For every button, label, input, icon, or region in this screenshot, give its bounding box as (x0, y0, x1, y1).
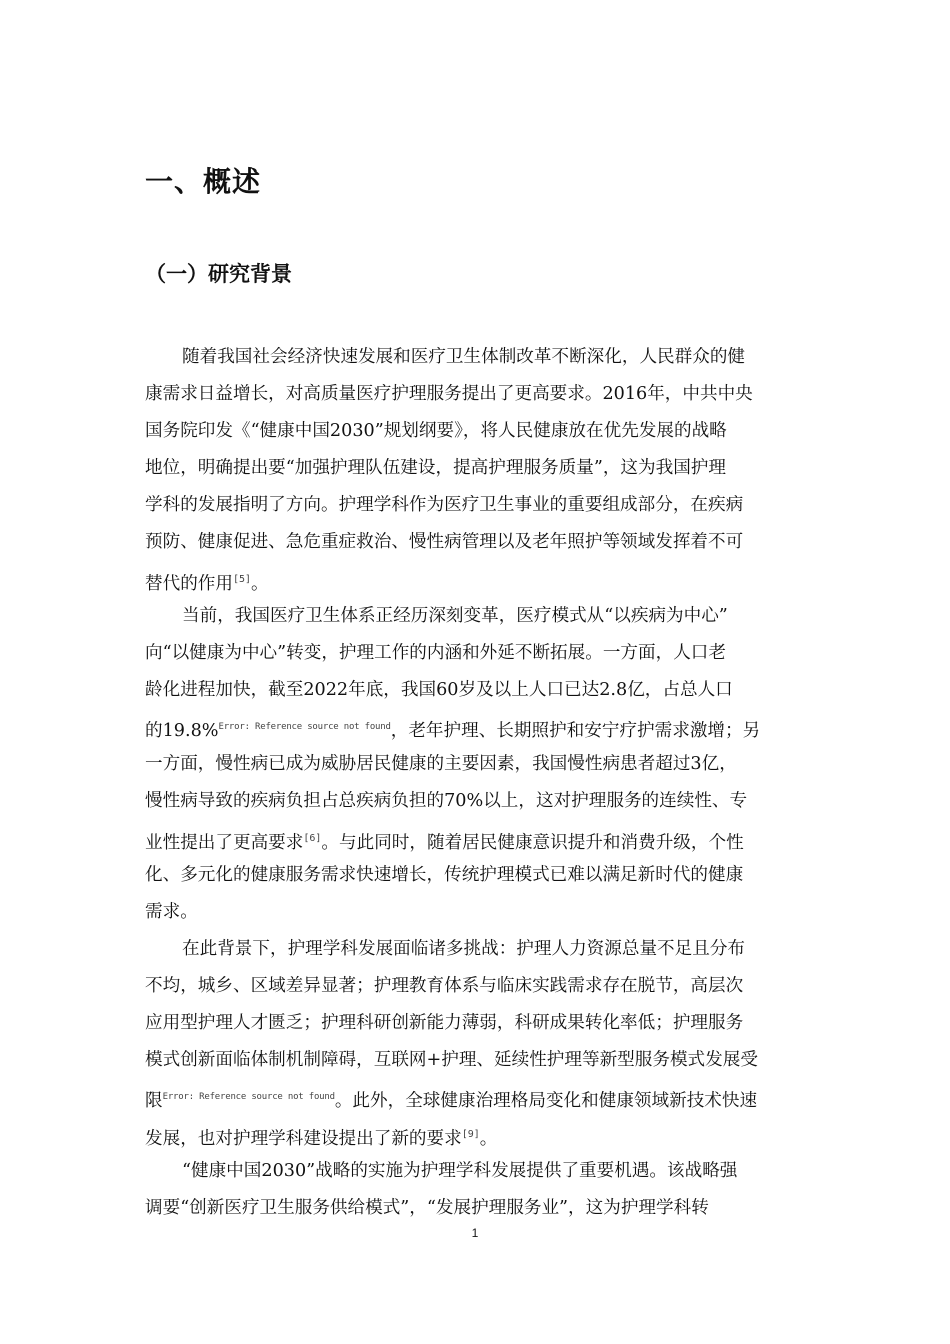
section-heading: （一）研究背景 (145, 262, 292, 286)
paragraph-3-line: 应用型护理人才匮乏；护理科研创新能力薄弱，科研成果转化率低；护理服务 (145, 1013, 744, 1033)
paragraph-3-line (145, 1079, 805, 1116)
text-span: 业性提出了更高要求 (145, 833, 304, 853)
reference-error: Error: Reference source not found (218, 722, 391, 732)
body-text (145, 339, 805, 1227)
paragraph-2-line: 当前，我国医疗卫生体系正经历深刻变革，医疗模式从“以疾病为中心” (182, 606, 728, 626)
paragraph-2-line: 慢性病导致的疾病负担占总疾病负担的70%以上，这对护理服务的连续性、专 (145, 791, 748, 811)
paragraph-2-line: 需求。 (145, 902, 198, 922)
text-span: 。与此同时，随着居民健康意识提升和消费升级，个性 (321, 833, 744, 853)
paragraph-1-line: 随着我国社会经济快速发展和医疗卫生体制改革不断深化，人民群众的健 (182, 347, 746, 367)
text-span: 的19.8% (145, 721, 219, 741)
paragraph-3-line: 不均，城乡、区域差异显著；护理教育体系与临床实践需求存在脱节，高层次 (145, 976, 744, 996)
chapter-heading: 一、概述 (145, 165, 262, 198)
paragraph-1-line: 学科的发展指明了方向。护理学科作为医疗卫生事业的重要组成部分，在疾病 (145, 495, 744, 515)
reference-error: Error: Reference source not found (162, 1092, 335, 1102)
paragraph-2-line: 向“以健康为中心”转变，护理工作的内涵和外延不断拓展。一方面，人口老 (145, 643, 726, 663)
text-span: 。 (251, 574, 269, 594)
paragraph-1-line: 康需求日益增长，对高质量医疗护理服务提出了更高要求。2016年，中共中央 (145, 384, 753, 404)
paragraph-2-line: 一方面，慢性病已成为威胁居民健康的主要因素，我国慢性病患者超过3亿， (145, 754, 737, 774)
paragraph-4-line: “健康中国2030”战略的实施为护理学科发展提供了重要机遇。该战略强 (182, 1161, 738, 1181)
text-span: 限 (145, 1091, 163, 1111)
paragraph-2-line (145, 820, 805, 857)
paragraph-4-line: 调要“创新医疗卫生服务供给模式”，“发展护理服务业”，这为护理学科转 (145, 1198, 709, 1218)
paragraph-1-line (145, 561, 805, 598)
paragraph-1-line: 国务院印发《“健康中国2030”规划纲要》，将人民健康放在优先发展的战略 (145, 421, 727, 441)
paragraph-2-line: 化、多元化的健康服务需求快速增长，传统护理模式已难以满足新时代的健康 (145, 865, 744, 885)
citation-ref: [9] (461, 1129, 480, 1140)
page-number: 1 (471, 1226, 479, 1240)
paragraph-3-line: 在此背景下，护理学科发展面临诸多挑战：护理人力资源总量不足且分布 (182, 939, 746, 959)
text-span: ，老年护理、长期照护和安宁疗护需求激增；另 (390, 721, 761, 741)
citation-ref: [5] (232, 574, 252, 585)
paragraph-2-line: 龄化进程加快，截至2022年底，我国60岁及以上人口已达2.8亿，占总人口 (145, 680, 733, 700)
text-span: 。此外，全球健康治理格局变化和健康领域新技术快速 (334, 1091, 758, 1111)
text-span: 发展，也对护理学科建设提出了新的要求 (145, 1129, 462, 1149)
citation-ref: [6] (303, 833, 322, 844)
text-span: 。 (479, 1129, 498, 1149)
text-span: 替代的作用 (145, 574, 233, 594)
paragraph-1-line: 地位，明确提出要“加强护理队伍建设，提高护理服务质量”，这为我国护理 (145, 458, 726, 478)
paragraph-2-line (145, 709, 805, 746)
paragraph-1-line: 预防、健康促进、急危重症救治、慢性病管理以及老年照护等领域发挥着不可 (145, 532, 744, 552)
paragraph-3-line (145, 1116, 805, 1153)
paragraph-3-line: 模式创新面临体制机制障碍，互联网+护理、延续性护理等新型服务模式发展受 (145, 1050, 758, 1070)
